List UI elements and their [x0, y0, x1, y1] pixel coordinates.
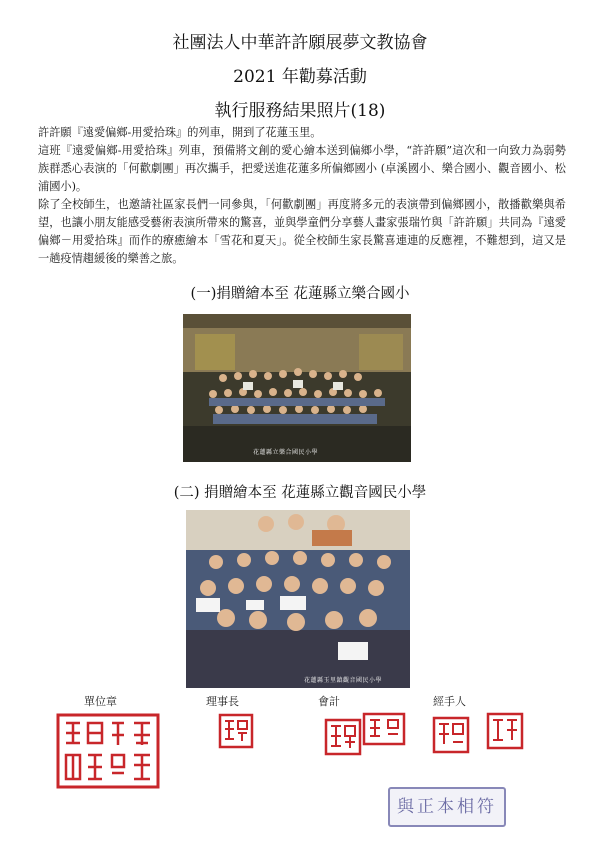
section-heading-2: (二) 捐贈繪本至 花蓮縣立觀音國民小學	[173, 485, 427, 501]
unit-seal-stamp	[56, 713, 160, 789]
paragraph-partnership: 這班『遠愛偏鄉-用愛拾珠』列車，預備將文創的愛心繪本送到偏鄉小學，“許許願”這次和一向致力為弱勢族群悉心表演的「何歡劇團」再次攜手，把愛送進花蓮多所偏鄉國小 (卓溪國小、樂合國小、觀音國小、松浦國小)。	[38, 144, 566, 193]
paragraph-activity: 除了全校師生，也邀請社區家長們一同參與，「何歡劇團」再度將多元的表演帶到偏鄉國小，散播歡樂與希望，也讓小朋友能感受藝術表演所帶來的驚喜，並與學童們分享藝人畫家張瑞竹與「許許願」共同為『遠愛偏鄉－用愛拾珠』而作的療癒繪本「雪花和夏天」。從全校師生家長驚喜連連的反應裡，不難想到，這又是一趟疫情趨緩後的樂善之旅。	[38, 198, 566, 265]
chairman-seal-stamp	[218, 713, 254, 749]
org-title: 社團法人中華許許願展夢文教協會	[172, 33, 428, 53]
photo-caption-1: 花蓮縣立樂合國民小學	[253, 449, 319, 456]
handler-seal-stamp	[432, 716, 470, 754]
paragraph-intro: 許許願『遠愛偏鄉-用愛拾珠』的列車，開到了花蓮玉里。	[38, 126, 322, 139]
photo-caption-2: 花蓮縣玉里鎮觀音國民小學	[304, 677, 383, 684]
label-chairman: 理事長	[206, 695, 239, 708]
campaign-title: 2021 年勸募活動	[233, 67, 367, 87]
accountant-seal-stamp	[324, 718, 362, 756]
section-heading-1: (一)捐贈繪本至 花蓮縣立樂合國小	[190, 286, 410, 302]
certified-copy-stamp: 與正本相符	[388, 787, 506, 827]
photo-guanyin-school	[186, 510, 410, 688]
label-handler: 經手人	[433, 695, 466, 708]
report-subtitle: 執行服務結果照片(18)	[214, 101, 386, 121]
label-unit-seal: 單位章	[84, 695, 117, 708]
label-accountant: 會計	[318, 695, 340, 708]
handler-name-seal-stamp	[486, 712, 524, 750]
accountant-name-seal-stamp	[362, 712, 406, 746]
photo-lehe-school	[183, 314, 411, 462]
